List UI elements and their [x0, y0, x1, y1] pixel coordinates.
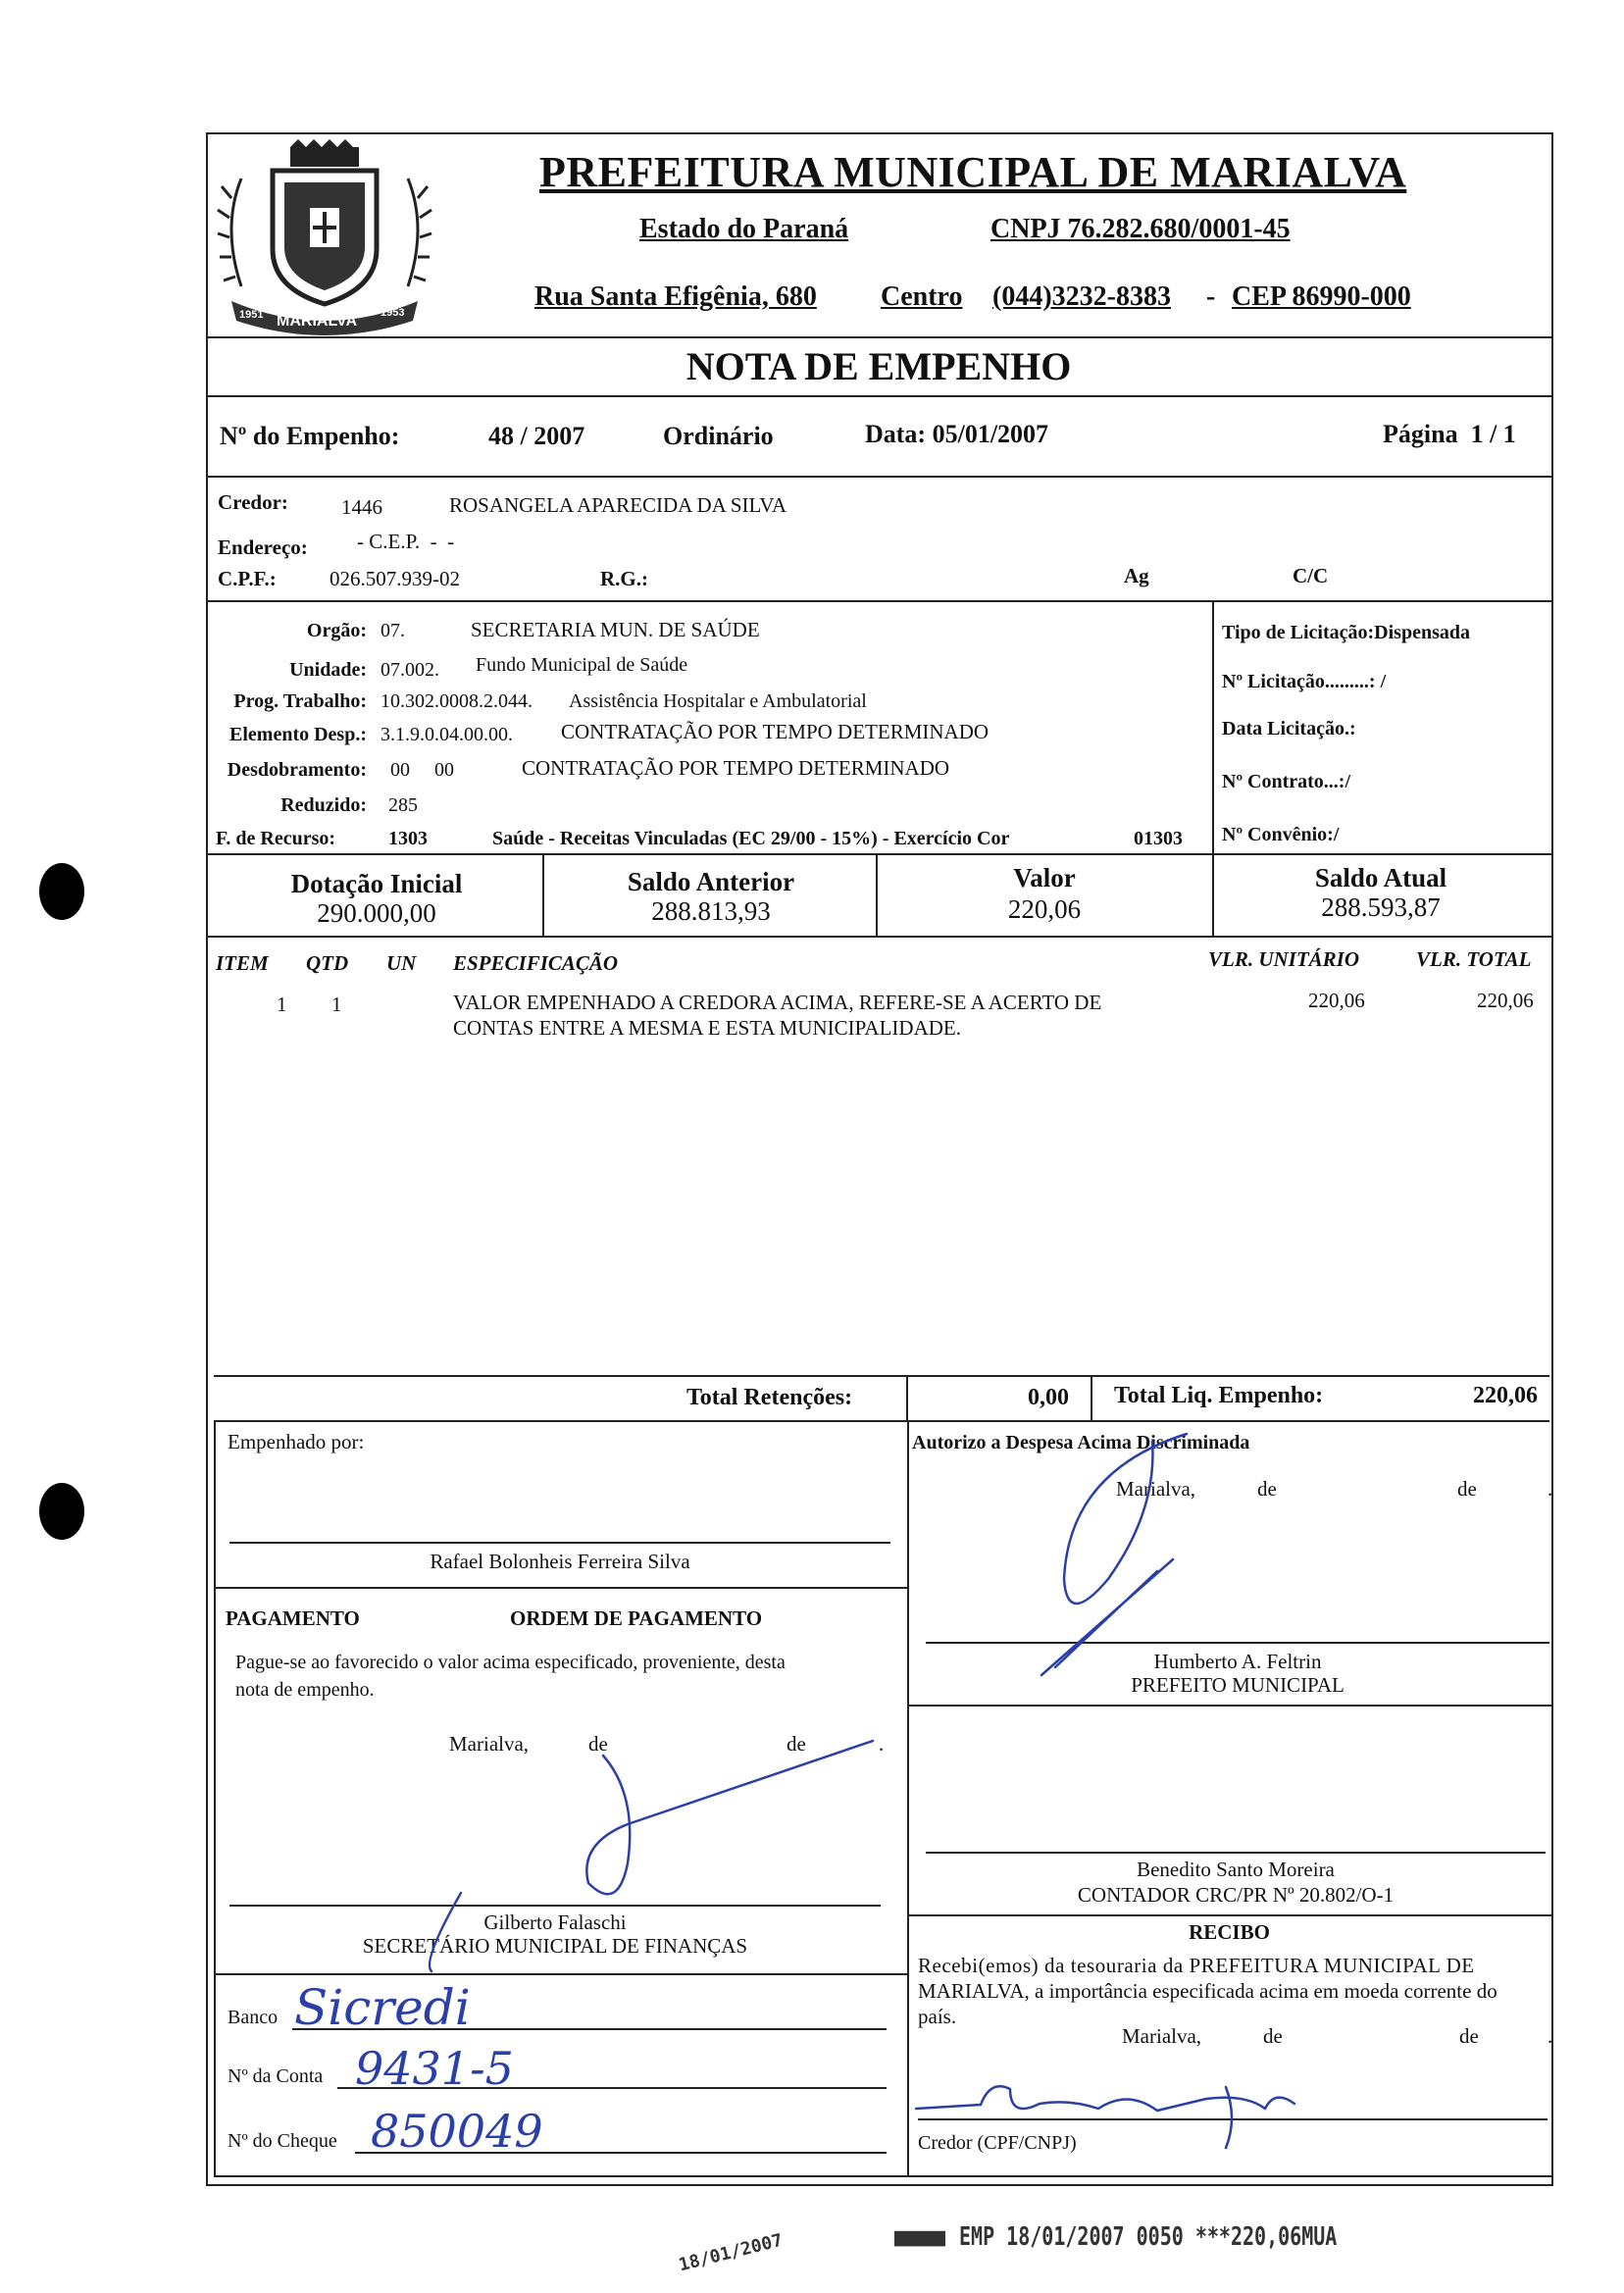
elemento-name: CONTRATAÇÃO POR TEMPO DETERMINADO [561, 720, 990, 743]
numero-contrato: Nº Contrato...:/ [1222, 771, 1351, 792]
unidade-name: Fundo Municipal de Saúde [476, 654, 688, 676]
credor-code: 1446 [341, 495, 382, 519]
saldo-atual-label: Saldo Atual [1314, 863, 1447, 892]
cheque-label: Nº do Cheque [228, 2130, 337, 2152]
empenho-page: Página 1 / 1 [1383, 420, 1516, 448]
tipo-licitacao: Tipo de Licitação:Dispensada [1222, 622, 1470, 643]
col-un: UN [386, 951, 417, 975]
header-cep: CEP 86990-000 [1232, 281, 1411, 312]
cheque-value: 850049 [371, 2105, 543, 2158]
credor-signature-label: Credor (CPF/CNPJ) [918, 2132, 1077, 2154]
total-liq-label: Total Liq. Empenho: [1114, 1383, 1324, 1408]
total-liq-value: 220,06 [1473, 1383, 1538, 1408]
secretario-signature-stroke [586, 1741, 873, 1894]
prog-name: Assistência Hospitalar e Ambulatorial [569, 690, 867, 712]
row-vlr-unitario: 220,06 [1308, 989, 1365, 1012]
autorizo-city: Marialva, [1116, 1477, 1196, 1501]
document-title: NOTA DE EMPENHO [685, 344, 1072, 388]
cc-label: C/C [1293, 564, 1329, 587]
ag-label: Ag [1124, 564, 1149, 587]
header-separator: - [1206, 281, 1216, 312]
autorizo-de-2: de [1457, 1477, 1477, 1501]
recibo-de-1: de [1263, 2024, 1283, 2048]
header-district: Centro [881, 281, 963, 312]
secretario-name: Gilberto Falaschi [483, 1911, 627, 1934]
empenhado-por-name: Rafael Bolonheis Ferreira Silva [430, 1550, 690, 1573]
prefeito-name: Humberto A. Feltrin [1153, 1650, 1322, 1673]
prefeito-role: PREFEITO MUNICIPAL [1131, 1673, 1345, 1697]
row-spec-line1: VALOR EMPENHADO A CREDORA ACIMA, REFERE-SE A ACERTO DE [453, 991, 1102, 1014]
pague-se-text-line2: nota de empenho. [235, 1679, 375, 1701]
col-item: ITEM [216, 951, 269, 975]
banco-label: Banco [228, 2007, 279, 2028]
prog-code: 10.302.0008.2.044. [381, 690, 533, 712]
header-title: PREFEITURA MUNICIPAL DE MARIALVA [539, 148, 1407, 196]
protocol-stamp-text: EMP 18/01/2007 0050 ***220,06MUA [959, 2220, 1338, 2252]
address-label: Endereço: [218, 535, 308, 559]
recibo-city: Marialva, [1122, 2024, 1202, 2048]
col-especificacao: ESPECIFICAÇÃO [453, 951, 619, 975]
data-licitacao: Data Licitação.: [1222, 718, 1356, 739]
recurso-label: F. de Recurso: [216, 828, 336, 849]
ordem-pagamento-label: ORDEM DE PAGAMENTO [510, 1606, 763, 1630]
stamp-mark-icon [894, 2230, 945, 2246]
autorizo-de-1: de [1257, 1477, 1277, 1501]
empenhado-por-label: Empenhado por: [228, 1430, 365, 1453]
recurso-name: Saúde - Receitas Vinculadas (EC 29/00 - 15%) - Exercício Cor [492, 828, 1010, 849]
autorizo-dot: . [1548, 1477, 1553, 1501]
header-phone: (044)3232-8383 [992, 281, 1171, 312]
side-date-stamp: 18/01/2007 [677, 2229, 786, 2276]
crest-year-left: 1951 [239, 309, 264, 321]
crest-year-right: 1953 [381, 307, 405, 319]
pagamento-de-2: de [787, 1732, 806, 1756]
desdobramento-label: Desdobramento: [227, 759, 367, 781]
pague-se-text-line1: Pague-se ao favorecido o valor acima especificado, proveniente, desta [235, 1652, 786, 1673]
saldo-anterior-label: Saldo Anterior [627, 867, 795, 896]
empenho-date: Data: 05/01/2007 [865, 420, 1049, 448]
secretario-signature-tail [430, 1893, 461, 1971]
empenho-number: 48 / 2007 [488, 422, 585, 450]
unidade-code: 07.002. [381, 659, 439, 681]
prefeito-signature-stroke [1064, 1434, 1187, 1604]
pagamento-dot: . [879, 1732, 885, 1756]
desdobramento-code: 00 00 [390, 759, 454, 781]
recibo-text-line3: país. [918, 2005, 957, 2028]
empenho-label: Nº do Empenho: [220, 422, 400, 450]
reduzido-label: Reduzido: [280, 794, 367, 816]
secretario-role: SECRETÁRIO MUNICIPAL DE FINANÇAS [362, 1934, 748, 1958]
orgao-name: SECRETARIA MUN. DE SAÚDE [471, 618, 760, 641]
elemento-code: 3.1.9.0.04.00.00. [381, 724, 513, 745]
pagamento-city: Marialva, [449, 1732, 530, 1756]
prog-label: Prog. Trabalho: [233, 690, 367, 712]
recurso-code: 1303 [388, 828, 428, 849]
reduzido-value: 285 [388, 794, 418, 816]
saldo-atual-value: 288.593,87 [1321, 892, 1441, 922]
valor-value: 220,06 [1007, 894, 1082, 924]
contador-name: Benedito Santo Moreira [1137, 1858, 1335, 1881]
desdobramento-name: CONTRATAÇÃO POR TEMPO DETERMINADO [522, 756, 950, 780]
elemento-label: Elemento Desp.: [229, 724, 367, 745]
valor-label: Valor [1013, 863, 1076, 892]
col-vlr-unitario: VLR. UNITÁRIO [1208, 947, 1360, 971]
empenho-type: Ordinário [663, 422, 774, 450]
conta-label: Nº da Conta [228, 2065, 324, 2087]
col-qtd: QTD [306, 951, 349, 975]
contador-role: CONTADOR CRC/PR Nº 20.802/O-1 [1077, 1883, 1395, 1907]
credor-signature-loop [1226, 2087, 1232, 2148]
orgao-code: 07. [381, 620, 405, 641]
prefeito-signature-slash [1041, 1559, 1173, 1675]
row-item: 1 [277, 993, 287, 1016]
credor-signature-stroke [916, 2086, 1294, 2111]
credor-label: Credor: [218, 490, 288, 514]
crest-banner-text: MARIALVA [277, 313, 358, 330]
orgao-label: Orgão: [306, 620, 367, 641]
recibo-text-line2: MARIALVA, a importância especificada acima em moeda corrente do [918, 1979, 1497, 2003]
header-cnpj: CNPJ 76.282.680/0001-45 [990, 214, 1291, 244]
numero-licitacao: Nº Licitação.........: / [1222, 671, 1387, 692]
cpf-label: C.P.F.: [218, 567, 277, 590]
recibo-label: RECIBO [1189, 1920, 1270, 1944]
col-vlr-total: VLR. TOTAL [1416, 947, 1532, 971]
unidade-label: Unidade: [289, 659, 367, 681]
numero-convenio: Nº Convênio:/ [1222, 824, 1340, 845]
credor-name: ROSANGELA APARECIDA DA SILVA [449, 493, 787, 517]
dotacao-label: Dotação Inicial [290, 869, 463, 898]
row-vlr-total: 220,06 [1477, 989, 1534, 1012]
recibo-de-2: de [1459, 2024, 1479, 2048]
banco-value: Sicredi [294, 1979, 471, 2036]
recibo-dot: . [1548, 2024, 1553, 2048]
row-qtd: 1 [331, 993, 342, 1016]
total-retencoes-label: Total Retenções: [686, 1385, 853, 1410]
cpf-value: 026.507.939-02 [330, 567, 460, 590]
protocol-stamp [894, 2220, 1337, 2251]
total-retencoes-value: 0,00 [1028, 1385, 1069, 1410]
row-spec-line2: CONTAS ENTRE A MESMA E ESTA MUNICIPALIDADE. [453, 1016, 961, 1040]
header-state: Estado do Paraná [639, 214, 849, 244]
address-value: - C.E.P. - - [357, 530, 455, 553]
autorizo-label: Autorizo a Despesa Acima Discriminada [912, 1432, 1250, 1453]
conta-value: 9431-5 [355, 2042, 514, 2095]
saldo-anterior-value: 288.813,93 [651, 896, 771, 926]
pagamento-de-1: de [588, 1732, 608, 1756]
dotacao-value: 290.000,00 [317, 898, 436, 928]
recurso-ref: 01303 [1134, 828, 1183, 849]
rg-label: R.G.: [600, 567, 648, 590]
header-address: Rua Santa Efigênia, 680 [534, 281, 817, 312]
pagamento-label: PAGAMENTO [226, 1606, 360, 1630]
recibo-text-line1: Recebi(emos) da tesouraria da PREFEITURA MUNICIPAL DE [918, 1954, 1475, 1977]
